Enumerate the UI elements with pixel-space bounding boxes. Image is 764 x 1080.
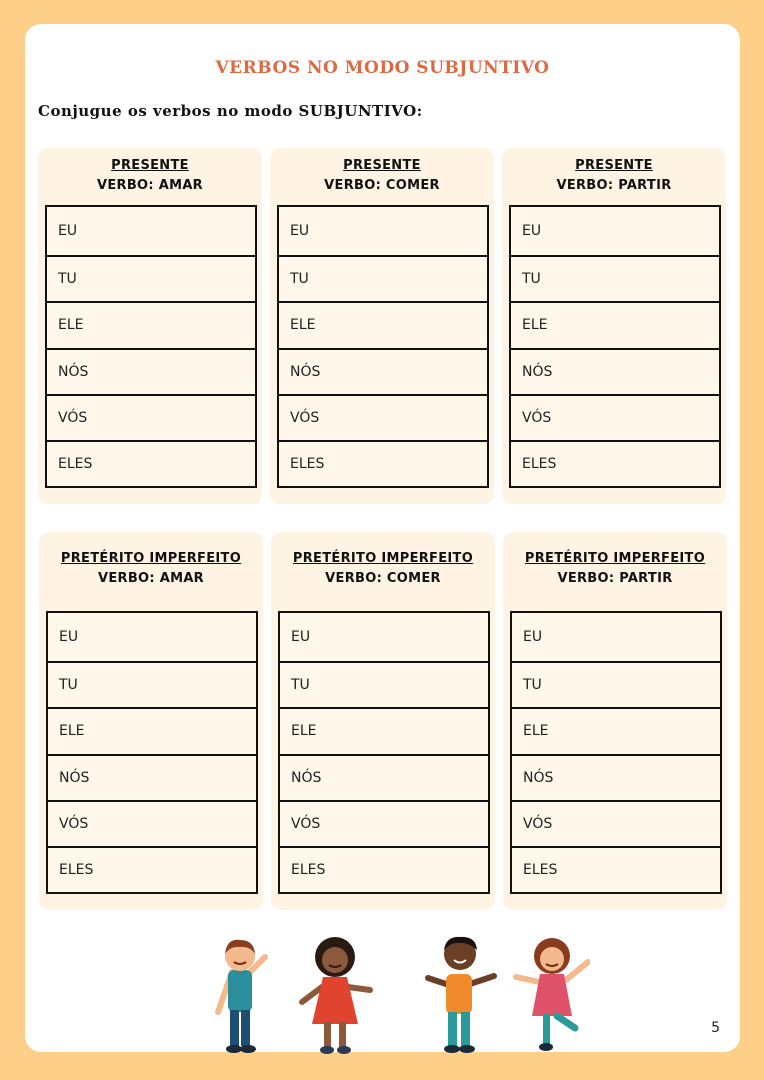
pronoun-row[interactable]: ELES	[280, 846, 488, 892]
pronoun-row[interactable]: TU	[48, 661, 256, 707]
pronoun-row[interactable]: TU	[511, 255, 719, 301]
pronoun-row[interactable]: NÓS	[47, 348, 255, 394]
conjugation-card-presente-partir	[502, 148, 726, 504]
tense-label: PRESENTE	[575, 158, 653, 173]
verb-label: VERBO: PARTIR	[557, 571, 673, 586]
pronoun-row[interactable]: ELES	[279, 440, 487, 486]
conjugation-card-imperfeito-comer	[271, 532, 495, 910]
card-header	[271, 549, 495, 589]
pronoun-row[interactable]: NÓS	[48, 754, 256, 800]
tense-label: PRETÉRITO IMPERFEITO	[292, 551, 474, 566]
card-header	[270, 156, 494, 196]
verb-label: VERBO: AMAR	[97, 571, 204, 586]
pronoun-row[interactable]: EU	[59, 629, 79, 645]
pronoun-row[interactable]: TU	[47, 255, 255, 301]
tense-label: PRESENTE	[343, 158, 421, 173]
conjugation-card-presente-comer	[270, 148, 494, 504]
pronoun-row[interactable]: NÓS	[280, 754, 488, 800]
tense-label: PRETÉRITO IMPERFEITO	[60, 551, 242, 566]
pronoun-row[interactable]: EU	[290, 223, 310, 239]
conjugation-table	[45, 205, 257, 488]
pronoun-row[interactable]: VÓS	[48, 800, 256, 846]
pronoun-row[interactable]: EU	[291, 629, 311, 645]
conjugation-card-imperfeito-partir	[503, 532, 727, 910]
instruction-text: Conjugue os verbos no modo SUBJUNTIVO:	[38, 102, 423, 120]
card-header	[39, 549, 263, 589]
child-4-icon	[516, 938, 588, 1051]
conjugation-table	[510, 611, 722, 894]
card-header	[38, 156, 262, 196]
pronoun-row[interactable]: ELE	[511, 301, 719, 347]
pronoun-row[interactable]: TU	[279, 255, 487, 301]
conjugation-card-imperfeito-amar	[39, 532, 263, 910]
pronoun-row[interactable]: EU	[58, 223, 78, 239]
conjugation-table	[277, 205, 489, 488]
pronoun-row[interactable]: ELE	[280, 707, 488, 753]
pronoun-row[interactable]: EU	[522, 223, 542, 239]
pronoun-row[interactable]: ELE	[279, 301, 487, 347]
child-3-icon	[428, 937, 494, 1053]
card-header	[503, 549, 727, 589]
pronoun-row[interactable]: VÓS	[512, 800, 720, 846]
pronoun-row[interactable]: EU	[523, 629, 543, 645]
pronoun-row[interactable]: TU	[512, 661, 720, 707]
verb-label: VERBO: COMER	[324, 178, 440, 193]
pronoun-row[interactable]: VÓS	[280, 800, 488, 846]
pronoun-row[interactable]: ELES	[512, 846, 720, 892]
pronoun-row[interactable]: ELES	[48, 846, 256, 892]
tense-label: PRETÉRITO IMPERFEITO	[524, 551, 706, 566]
pronoun-row[interactable]: VÓS	[47, 394, 255, 440]
page-title: VERBOS NO MODO SUBJUNTIVO	[215, 58, 550, 78]
tense-label: PRESENTE	[111, 158, 189, 173]
pronoun-row[interactable]: VÓS	[279, 394, 487, 440]
conjugation-table	[278, 611, 490, 894]
page-number: 5	[711, 1020, 720, 1036]
pronoun-row[interactable]: ELE	[48, 707, 256, 753]
pronoun-row[interactable]: ELE	[512, 707, 720, 753]
verb-label: VERBO: PARTIR	[556, 178, 672, 193]
conjugation-table	[46, 611, 258, 894]
pronoun-row[interactable]: ELES	[511, 440, 719, 486]
pronoun-row[interactable]: ELES	[47, 440, 255, 486]
conjugation-card-presente-amar	[38, 148, 262, 504]
four-children-icon	[210, 932, 590, 1057]
worksheet-page	[25, 24, 740, 1052]
pronoun-row[interactable]: NÓS	[279, 348, 487, 394]
pronoun-row[interactable]: ELE	[47, 301, 255, 347]
pronoun-row[interactable]: NÓS	[512, 754, 720, 800]
card-header	[502, 156, 726, 196]
pronoun-row[interactable]: NÓS	[511, 348, 719, 394]
pronoun-row[interactable]: VÓS	[511, 394, 719, 440]
verb-label: VERBO: COMER	[325, 571, 441, 586]
verb-label: VERBO: AMAR	[96, 178, 203, 193]
pronoun-row[interactable]: TU	[280, 661, 488, 707]
child-2-icon	[302, 937, 370, 1054]
child-1-icon	[218, 940, 265, 1053]
conjugation-table	[509, 205, 721, 488]
